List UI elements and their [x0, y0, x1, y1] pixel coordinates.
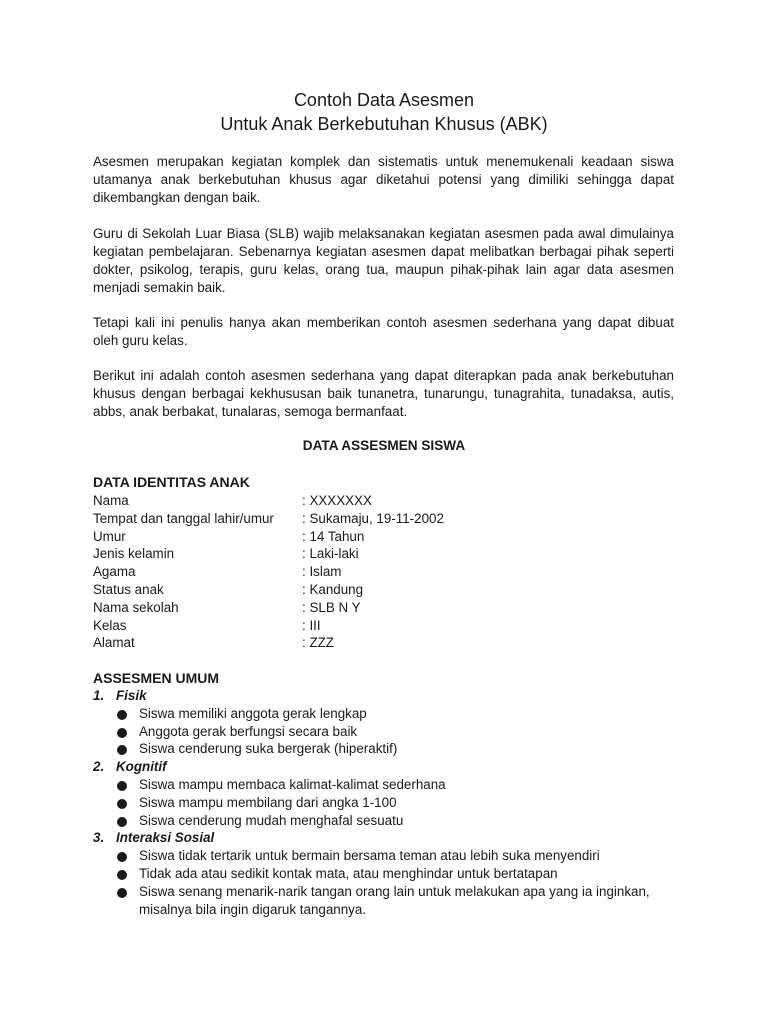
identity-row — [93, 599, 593, 617]
list-item-text: Siswa senang menarik-narik tangan orang lain untuk melakukan apa yang ia inginkan, misalnya bila ingin digaruk tangannya. — [139, 883, 650, 917]
identity-value: : Kandung — [302, 581, 364, 597]
identity-row — [93, 634, 593, 652]
slb-paragraph: Guru di Sekolah Luar Biasa (SLB) wajib melaksanakan kegiatan asesmen pada awal dimulainya kegiatan pembelajaran. Sebenarnya kegiatan asesmen dapat melibatkan berbagai pihak seperti dokter, psikolog, terapis, guru kelas, orang tua, maupun pihak-pihak lain agar data asesmen menjadi semakin baik. — [93, 226, 674, 295]
category-heading — [93, 687, 693, 705]
list-item-text: Tidak ada atau sedikit kontak mata, atau menghindar untuk bertatapan — [139, 865, 558, 881]
identity-label: Alamat — [93, 635, 135, 651]
identity-value: : Islam — [302, 564, 342, 580]
bullet-icon — [117, 888, 127, 898]
identity-label: Status anak — [93, 581, 164, 597]
identity-value: : XXXXXXX — [302, 493, 372, 508]
bullet-icon — [117, 852, 127, 862]
example-paragraph: Berikut ini adalah contoh asesmen sederhana yang dapat diterapkan pada anak berkebutuhan khusus dengan berbagai kekhususan baik tunanetra, tunarungu, tunagrahita, tunadaksa, autis, abbs, anak berbakat, tunalaras, semoga bermanfaat. — [93, 368, 674, 419]
identity-label: Jenis kelamin — [93, 546, 175, 562]
list-item-text: Anggota gerak berfungsi secara baik — [139, 723, 358, 739]
identity-row — [93, 510, 593, 528]
list-item-text: Siswa tidak tertarik untuk bermain bersama teman atau lebih suka menyendiri — [139, 848, 600, 864]
list-item — [93, 723, 674, 741]
list-item-text: Siswa cenderung mudah menghafal sesuatu — [139, 812, 404, 828]
list-item — [93, 705, 674, 723]
document-title: Contoh Data Asesmen — [293, 90, 475, 110]
identity-label: Tempat dan tanggal lahir/umur — [93, 510, 274, 526]
data-assesmen-heading: DATA ASSESMEN SISWA — [302, 438, 466, 453]
list-item-text: Siswa mampu membaca kalimat-kalimat sederhana — [139, 776, 446, 792]
bullet-icon — [117, 799, 127, 809]
category-name: Kognitif — [116, 759, 167, 775]
identity-label: Umur — [93, 528, 126, 544]
identity-label: Nama sekolah — [93, 599, 179, 615]
identity-value: : 14 Tahun — [302, 528, 365, 544]
identity-label: Kelas — [93, 617, 127, 633]
category-number: 3. — [93, 830, 105, 846]
list-item-text: Siswa cenderung suka bergerak (hiperaktif) — [139, 741, 398, 757]
teacher-paragraph: Tetapi kali ini penulis hanya akan memberikan contoh asesmen sederhana yang dapat dibuat oleh guru kelas. — [93, 315, 674, 348]
identity-label: Nama — [93, 493, 129, 508]
list-item — [93, 740, 674, 758]
bullet-icon — [117, 817, 127, 827]
assessment-heading: ASSESMEN UMUM — [93, 670, 220, 686]
category-heading — [93, 758, 693, 776]
list-item — [93, 883, 674, 919]
identity-row — [93, 492, 593, 510]
category-name: Interaksi Sosial — [116, 830, 215, 846]
list-item — [93, 812, 674, 830]
assessment-section — [93, 669, 693, 918]
identity-row — [93, 581, 593, 599]
identity-row — [93, 617, 593, 635]
identity-row — [93, 528, 593, 546]
identity-value: : Laki-laki — [302, 546, 359, 562]
list-item — [93, 776, 674, 794]
bullet-icon — [117, 781, 127, 791]
category-name: Fisik — [116, 688, 147, 703]
identity-heading: DATA IDENTITAS ANAK — [93, 474, 250, 490]
list-item-text: Siswa mampu membilang dari angka 1-100 — [139, 794, 397, 810]
identity-row — [93, 563, 593, 581]
category-heading — [93, 829, 693, 847]
identity-value: : ZZZ — [302, 635, 334, 651]
identity-row — [93, 545, 593, 563]
category-number: 1. — [93, 688, 105, 703]
identity-value: : Sukamaju, 19-11-2002 — [302, 510, 444, 526]
list-item — [93, 865, 674, 883]
list-item — [93, 794, 674, 812]
document-subtitle: Untuk Anak Berkebutuhan Khusus (ABK) — [220, 114, 548, 134]
category-number: 2. — [93, 759, 105, 775]
bullet-icon — [117, 710, 127, 720]
identity-value: : III — [302, 617, 321, 633]
identity-value: : SLB N Y — [302, 599, 361, 615]
list-item — [93, 847, 674, 865]
intro-paragraph: Asesmen merupakan kegiatan komplek dan sistematis untuk menemukenali keadaan siswa utamanya anak berkebutuhan khusus agar diketahui potensi yang dimiliki sehingga dapat dikembangkan dengan baik. — [93, 154, 674, 205]
bullet-icon — [117, 870, 127, 880]
bullet-icon — [117, 745, 127, 755]
identity-label: Agama — [93, 564, 136, 580]
identity-table — [93, 492, 593, 652]
bullet-icon — [117, 728, 127, 738]
list-item-text: Siswa memiliki anggota gerak lengkap — [139, 705, 367, 721]
